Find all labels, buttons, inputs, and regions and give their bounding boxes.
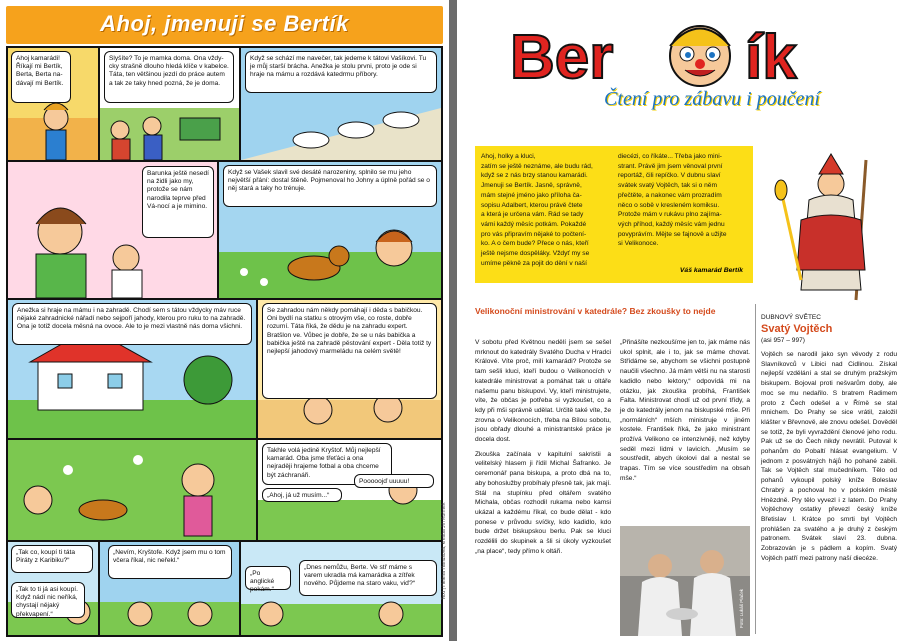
speech-bubble-5: Když se Vašek slavil své desáté narozeniny, splnilo se mu jeho největší přání: dostal štěně. Pojmenoval ho Johny a úplně pořád se o něj stará a taky ho trénuje. bbox=[223, 165, 437, 207]
speech-bubble-6: Anežka si hraje na mámu i na zahradě. Chodí sem s tátou vždycky máv ruce nějaké zahradnické nářadí nebo sejpoří jahody, kterou pro ruku to na zahradě. Ona je totiž docela měsná na ovoce. Ale to je mezi vlastně nás doma všichni. bbox=[12, 303, 252, 345]
comic-panel-7 bbox=[258, 300, 441, 438]
comic-panel-4 bbox=[8, 162, 217, 298]
speech-bubble-2: Slyšíte? To je mamka doma. Ona vždy-cky strašně dlouho hledá klíče v kabelce. Táta, ten většinou jezdí do práce autem a tak ze taky hned pozná, že je doma. bbox=[104, 51, 234, 103]
comic-panel-5 bbox=[219, 162, 441, 298]
intro-line: vých příhod, každý měsíc vám jednu bbox=[618, 220, 725, 228]
intro-line: Protože mám v rukávu plno zajíma- bbox=[618, 211, 722, 219]
intro-line: povyprávím. Mějte se fajnově a užijte bbox=[618, 230, 727, 238]
intro-box bbox=[475, 146, 753, 283]
speech-bubble-15: „Dnes nemůžu, Berte. Ve stř máme s varem ukradla má kamarádka a zítřek nového. Půjdeme na staro vaku, viď?“ bbox=[299, 560, 437, 596]
intro-column-2 bbox=[618, 152, 750, 249]
comic-panel-6 bbox=[8, 300, 256, 438]
article-paragraph: Zkouška začínala v kapitulní sakristii a velitelský hlasem ji řídil Michal Šafranko. Je ceremonář pana biskupa, a proto dbá na to, aby bohoslužby probíhaly přesně tak, jak mají. Stál na stupínku před oltářem svatého Michala, občas rozhodil rukama nebo kamsi ukázal a každému říkal, co bude dělat - kdo ponese v průvodu svíčky, kdo kadidlo, kdo bude držet biskupskou berlu. Pak se kluci rozdělili do skupinek a šli si úkoly vyzkoušet „na place“, tedy přímo k oltáři. bbox=[475, 450, 611, 555]
comic-grid bbox=[6, 46, 443, 637]
comic-panel-3 bbox=[241, 48, 441, 160]
saint-figure-image bbox=[761, 150, 893, 302]
speech-bubble-4: Barunka ještě nesedí na židli jako my, protože se nám narodila teprve před Vá-nocí a je mimino. bbox=[142, 166, 214, 238]
intro-signature: Váš kamarád Bertík bbox=[679, 267, 743, 274]
bertik-logo bbox=[475, 16, 895, 96]
ministrants-photo bbox=[620, 526, 750, 636]
column-divider bbox=[755, 304, 756, 634]
logo-text-end: ík bbox=[745, 23, 797, 92]
comic-panel-11 bbox=[100, 542, 239, 635]
intro-line: strant. Právě jim jsem věnoval první bbox=[618, 162, 723, 170]
intro-line: pro vás připravím nějaké to počtení- bbox=[481, 230, 587, 238]
magazine-page bbox=[457, 0, 910, 641]
speech-bubble-3: Když se schází me navečer, tak jedeme k tátovi Vašíkovi. Tu je můj starší brácha. Anežka je stolu prvni, proto je ode si hraje na mámu a rozdává katedrmu příbory. bbox=[245, 51, 437, 93]
intro-line: diecézi, co říkáte... Třeba jako mini- bbox=[618, 153, 722, 160]
article-paragraph: „Přinášíte nezkoušíme jen to, jak máme nás ukol splnit, ale i to, jak se máme chovat. Střídáme se, abychom se všichni postupně naučili všechno. Já mám větši nu na starosti kadidlo nebo lektory,“ odpovídá mi na otázku, jak zkouška probíhá, František Falta. Ministrovat chodí už od první třídy, a je do katedrály jenom na biskupské mše. Při „normálních“ mších ministruje v jiném kostele. František říká, že jako ministrant prožívá Velikono ce intenzivněji, než kdyby seděl mezi lidmi v lavicích. „Musím se soustředit, abych úkolovi dal a nestal se trapas. Tím se více soustředím na obsah mše.“ bbox=[620, 339, 750, 482]
comic-title-bar bbox=[6, 6, 443, 44]
speech-bubble-9: „Ahoj, já už musím...“ bbox=[262, 488, 342, 502]
comic-title: Ahoj, jmenuji se Bertík bbox=[100, 11, 349, 36]
altar-boys-image bbox=[620, 526, 750, 636]
intro-line: svátek svatý Vojtěch, tak si o něm bbox=[618, 182, 717, 190]
girl-boy-dog-garden-illustration bbox=[8, 440, 256, 540]
intro-line: Jmenuji se Bertík. Jasně, správně, bbox=[481, 182, 582, 190]
speech-bubble-12: „Nevím, Kryštofe. Když jsem mu o tom včera říkal, nic neřekl.“ bbox=[108, 545, 232, 579]
photo-credit: Foto: Lukáš Plaček bbox=[739, 588, 744, 628]
intro-line: reportáž, čili repíčko. V dubnu slaví bbox=[618, 172, 721, 180]
speech-bubble-10: Pooooojď uuuuu! bbox=[354, 474, 434, 488]
saint-vojtech-illustration bbox=[761, 150, 893, 302]
speech-bubble-7: Se zahradou nám někdy pomáhají i děda s babičkou. Oni bydlí na statku s otrovým vše, co roste, dobře rozumí. Táta říká, že dědu je na zahradu expert. Bratšlon ve. Vůbec je dobře, že se u nás babička a babička ještě na zahradě pěstování expert - Děla totiž ty nejlepší jahodový marmeládu na celém světě! bbox=[262, 303, 437, 399]
comic-panel-2 bbox=[100, 48, 239, 160]
article-paragraph: V sobotu před Květnou nedělí jsem se sešel mrknout do katedrály Svatého Ducha v Hradci Králové. Víte proč, milí kamarádi? Protože se tam sešli kluci, kteří budou o Velikonocích v katedrále ministrovat a pomáhat tak u oltáře našemu panu biskupovi. Vy, kteří ministrujete, víte, že občas je potřeba si vyzkoušet, co a kdy při mši správně udělat. Určitě také víte, že zrovna o Velikonocích, třeba na Bílou sobotu, jsou obřady dlouhé a ministrantské práce je docela dost. bbox=[475, 339, 611, 444]
article-headline: Velikonoční ministrování v katedrále? Bez zkoušky to nejde bbox=[475, 306, 716, 316]
intro-line: něco o sobě v kresleném komiksu. bbox=[618, 201, 720, 209]
intro-line: když se z nás brzy stanou kamarádi. bbox=[481, 172, 588, 180]
speech-bubble-14: „Po anglické pokám.“ bbox=[245, 566, 291, 590]
comic-panel-1 bbox=[8, 48, 98, 160]
saint-name: Svatý Vojtěch bbox=[761, 323, 833, 335]
intro-line: ko. A o čem bude? Přece o nás, kteří bbox=[481, 240, 589, 248]
saint-bio: Vojtěch se narodil jako syn věvody z rodu Slavníkovců v Libici nad Cidlinou. Získal nejlepší vzdělání a stal se druhým pražským biskupem. Bojoval proti nešvarům doby, ale moc se mu nedařilo. S bratrem Radimem proto z Čech odešel a v Římě se stal mnichem. Do Prahy se sice vrátil, založil klášter v Břevnově, ale znovu odešel. Dověděl se totiž, že byli vyvraždění členové jeho rodu. Pak už se do Čech nikdy nevrátil. Putoval k pohanům do Pobaltí hlásat evangelium. V jednom z posvátných hájů ho pohané zabili. Tak se Vojtěch stal mučedníkem. Tělo od pohanů vykoupil polský kníže Boleslav Chrabrý a pochoval ho v polském městě Hnězdně. Pry tělo vyvezl i z latem. Do Prahy Vojtěchovy ostatky převezl český kníže Břetislav I. Krátce po smrti byl Vojtěch prohlášen za svatého a je druhý z českým patronem. Svátek slaví 23. dubna. Zobrazován je s pádlem a kopím. Svatý Vojtěch patří mezi patrony naší diecéze. bbox=[761, 351, 897, 562]
saint-label: DUBNOVÝ SVĚTEC bbox=[761, 314, 821, 321]
magazine-subtitle: Čtení pro zábavu i poučení bbox=[604, 88, 820, 110]
intro-line: Ahoj, holky a kluci, bbox=[481, 153, 536, 160]
speech-bubble-1: Ahoj kamarádi! Říkají mi Bertík, Berta, Berta na-dávají mi Bertík. bbox=[11, 51, 71, 103]
intro-line: sopisu Adalbert, kterou právě čtete bbox=[481, 201, 583, 209]
saint-dates: (asi 957 – 997) bbox=[761, 337, 805, 344]
intro-line: přečtěte, a nakonec vám prozradím bbox=[618, 191, 722, 199]
comic-panel-8 bbox=[8, 440, 256, 540]
speech-bubble-8: Takhle volá jedině Kryštof. Můj nejlepší kamarád. Oba jsme třeťáci a ona nejraději hrajeme fotbal a oba chceme být záchranáři. bbox=[262, 443, 392, 485]
intro-line: a která je určena vám. Rád se tady bbox=[481, 211, 584, 219]
comic-panel-9 bbox=[258, 440, 441, 540]
intro-line: zatím se ještě neznáme, ale budu rád, bbox=[481, 162, 593, 170]
article-column-2 bbox=[620, 338, 750, 489]
comic-panel-10 bbox=[8, 542, 98, 635]
comic-panel-12 bbox=[241, 542, 441, 635]
logo-text: Ber bbox=[510, 23, 614, 92]
comic-credit: Text | Helena Hanušová, kresba Jiří Kořínek bbox=[441, 502, 447, 600]
speech-bubble-13: „Tak to ti já asi koupí. Když nádí nic neříká, chystají nějaký překvapení.“ bbox=[11, 582, 85, 618]
intro-line: ještě nejsme dospěláky. Vždyť my se bbox=[481, 250, 590, 258]
comic-page bbox=[0, 0, 449, 641]
intro-line: vámi každý měsíc potkám. Pokaždé bbox=[481, 220, 587, 228]
intro-line: mám stejné jméno jako příloha ča- bbox=[481, 191, 582, 199]
intro-line: si Velikonoce. bbox=[618, 240, 659, 248]
intro-column-1 bbox=[481, 152, 613, 268]
article-column-1 bbox=[475, 338, 611, 561]
intro-line: umíme pěkně za pojit do dění v naší bbox=[481, 259, 587, 267]
speech-bubble-11: „Tak co, koupí ti táta Piráty z Karibiku?“ bbox=[11, 545, 93, 573]
